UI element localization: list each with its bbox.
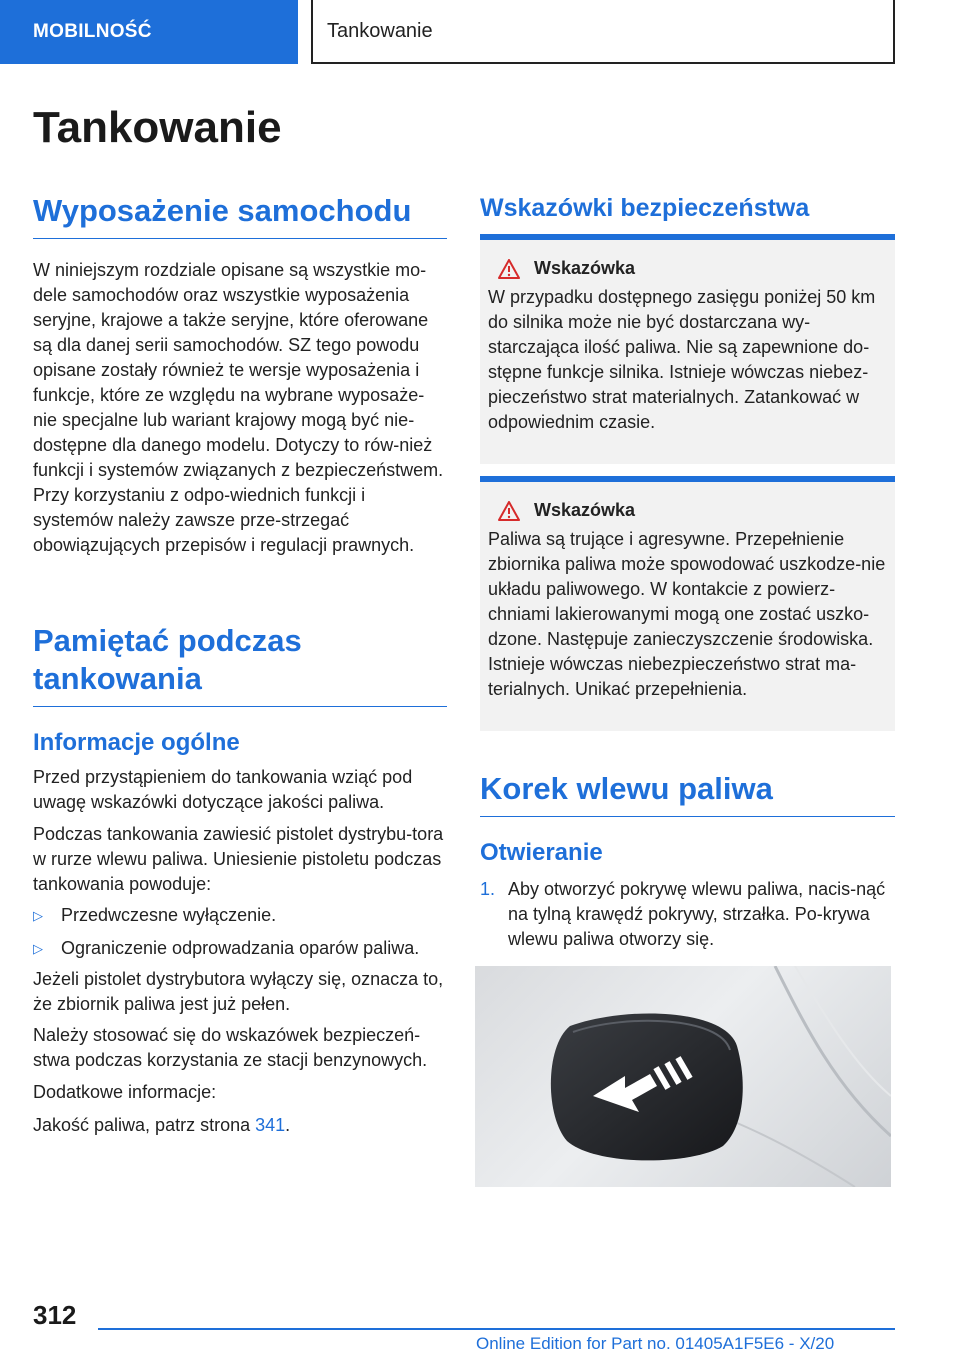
footer-edition: Online Edition for Part no. 01405A1F5E6 - X/20 [476, 1334, 835, 1353]
step-number: 1. [480, 879, 496, 899]
bullet-text: Ograniczenie odprowadzania oparów paliwa. [61, 938, 420, 958]
page-number: 312 [33, 1300, 77, 1330]
bullet-item [33, 903, 447, 928]
reference-suffix: . [285, 1115, 291, 1135]
heading-equipment: Wyposażenie samochodu [33, 192, 447, 239]
warning-triangle-icon [498, 259, 520, 279]
warning-box [480, 234, 895, 464]
heading-opening: Otwieranie [480, 839, 603, 866]
general-paragraph-1: Przed przystąpieniem do tankowania wziąć pod uwagę wskazówki dotyczące jakości paliwa. [33, 767, 413, 812]
warning-text: Paliwa są trujące i agresywne. Przepełnienie zbiornika paliwa może spowodować uszkodze-nie układu paliwowego. W kontakcie z powierz-chniami lakierowanymi mogą one zostać uszko-dzone. Następuje zanieczyszczenie środowiska. Istnieje wówczas niebezpieczeństwo strat ma-terialnych. Unikać przepełnienia. [488, 529, 886, 699]
fuel-flap-drawing [475, 966, 891, 1187]
heading-remember-refueling: Pamiętać podczas tankowania [33, 622, 447, 707]
heading-safety: Wskazówki bezpieczeństwa [480, 194, 810, 222]
triangle-bullet-icon: ▷ [33, 908, 43, 923]
page-reference [33, 1113, 447, 1138]
heading-fuel-cap: Korek wlewu paliwa [480, 770, 895, 817]
general-paragraph-3: Jeżeli pistolet dystrybutora wyłączy się, oznacza to, że zbiornik paliwa jest już pełen. [33, 969, 444, 1014]
step-item [480, 877, 895, 952]
general-paragraph-2: Podczas tankowania zawiesić pistolet dystrybu-tora w rurze wlewu paliwa. Uniesienie pistoletu podczas tankowania powoduje: [33, 824, 444, 894]
equipment-text: W niniejszym rozdziale opisane są wszystkie mo-dele samochodów oraz wszystkie wyposażenia seryjne, krajowe a także seryjne, które oferowane są dla danej serii samochodów. SZ tego powodu opisane zostały również te wersje wyposażenia i funkcje, które ze względu na wybrane wyposaże-nie specjalne lub wariant krajowy mogą być nie-dostępne dla danego modelu. Dotyczy to rów-nież funkcji i systemów związanych z bezpieczeństwem. Przy korzystaniu z odpo-wiednich funkcji i systemów należy zawsze prze-strzegać obowiązujących przepisów i regulacji prawnych. [33, 260, 444, 555]
fuel-flap-illustration [475, 966, 891, 1187]
heading-general-info: Informacje ogólne [33, 729, 240, 756]
warning-title: Wskazówka [534, 500, 636, 520]
general-paragraph-4: Należy stosować się do wskazówek bezpieczeń-stwa podczas korzystania ze stacji benzynowych. [33, 1025, 428, 1070]
footer-divider [98, 1328, 895, 1330]
step-text: Aby otworzyć pokrywę wlewu paliwa, nacis-nąć na tylną krawędź pokrywy, strzałka. Po-krywa wlewu paliwa otworzy się. [508, 879, 886, 949]
warning-box [480, 476, 895, 731]
bullet-item [33, 936, 447, 961]
warning-text: W przypadku dostępnego zasięgu poniżej 50 km do silnika może nie być dostarczana wy-starczająca ilość paliwa. Nie są zapewnione do-stępne funkcje silnika. Istnieje wówczas niebez-pieczeństwo strat materialnych. Zatankować w odpowiednim czasie. [488, 287, 876, 432]
reference-prefix: Jakość paliwa, patrz strona [33, 1115, 256, 1135]
general-paragraph-5: Dodatkowe informacje: [33, 1082, 217, 1102]
warning-triangle-icon [498, 501, 520, 521]
warning-title: Wskazówka [534, 258, 636, 278]
bullet-text: Przedwczesne wyłączenie. [61, 905, 277, 925]
reference-page-link[interactable]: 341 [255, 1115, 286, 1135]
triangle-bullet-icon: ▷ [33, 941, 43, 956]
header-section-label: MOBILNOŚĆ [0, 0, 298, 64]
page-title: Tankowanie [33, 103, 282, 152]
header-chapter-label: Tankowanie [311, 0, 895, 64]
